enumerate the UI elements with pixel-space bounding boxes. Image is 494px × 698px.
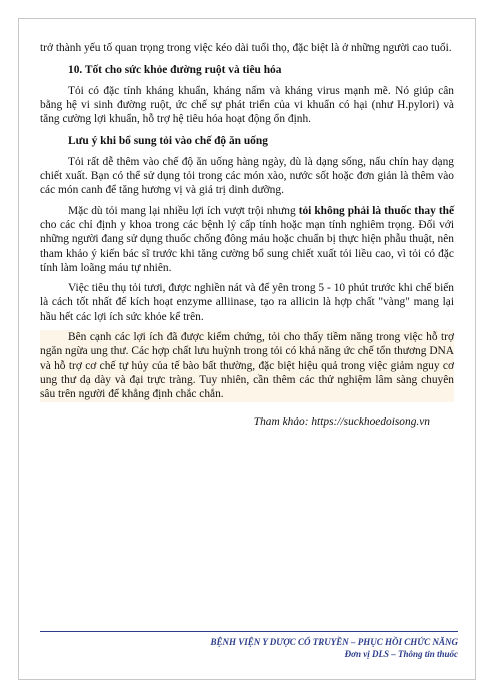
article-body [40, 41, 454, 408]
paragraph-warning [40, 204, 454, 275]
paragraph-intro: trở thành yếu tố quan trọng trong việc kéo dài tuổi thọ, đặc biệt là ở những người cao tuổi. [40, 42, 452, 54]
warning-text-end: cho các chỉ định y khoa trong các bệnh lý cấp tính hoặc mạn tính nghiêm trọng. Đối với những người đang sử dụng thuốc chống đông máu hoặc chuẩn bị thực hiện phẫu thuật, nên tham khảo ý kiến bác sĩ trước khi tăng cường bổ sung chiết xuất tỏi liều cao, vì tỏi có đặc tính làm loãng máu tự nhiên. [40, 218, 454, 274]
paragraph-diet: Tỏi rất dễ thêm vào chế độ ăn uống hàng ngày, dù là dạng sống, nấu chín hay dạng chiết xuất. Bạn có thể sử dụng tỏi trong các món xào, nước sốt hoặc đơn giản là thêm vào các món canh để tăng hương vị và giá trị dinh dưỡng. [40, 155, 454, 197]
warning-text-bold: tỏi không phải là thuốc thay thế [298, 204, 454, 217]
warning-text-start: Mặc dù tỏi mang lại nhiều lợi ích vượt trội nhưng [68, 204, 299, 217]
section-heading-notes: Lưu ý khi bổ sung tỏi vào chế độ ăn uống [68, 135, 268, 148]
footer-unit-name: Đơn vị DLS – Thông tin thuốc [344, 649, 458, 659]
paragraph-preparation: Việc tiêu thụ tỏi tươi, được nghiền nát và để yên trong 5 - 10 phút trước khi chế biến là cách tốt nhất để kích hoạt enzyme alliinase, tạo ra allicin là hợp chất "vàng" mang lại hầu hết các lợi ích sức khỏe kể trên. [40, 282, 454, 323]
paragraph-cancer: Bên cạnh các lợi ích đã được kiểm chứng, tỏi cho thấy tiềm năng trong việc hỗ trợ ngăn ngừa ung thư. Các hợp chất lưu huỳnh trong tỏi có khả năng ức chế tổn thương DNA và hỗ trợ cơ chế tự hủy của tế bào bất thường, đặc biệt hiệu quả trong việc giảm nguy cơ ung thư dạ dày và đại trực tràng. Tuy nhiên, cần thêm các thử nghiệm lâm sàng chuyên sâu trên người để khẳng định chắc chắn. [40, 331, 454, 401]
reference-note: Tham khảo: https://suckhoedoisong.vn [253, 416, 430, 428]
section-heading-gut-health: 10. Tốt cho sức khỏe đường ruột và tiêu hóa [68, 64, 282, 77]
footer-hospital-name: BỆNH VIỆN Y DƯỢC CỔ TRUYỀN – PHỤC HỒI CHỨC NĂNG [210, 637, 458, 647]
footer-divider [40, 631, 458, 632]
footer [211, 636, 458, 660]
paragraph-gut-health: Tỏi có đặc tính kháng khuẩn, kháng nấm và kháng virus mạnh mẽ. Nó giúp cân bằng hệ vi sinh đường ruột, ức chế sự phát triển của vi khuẩn có hại (như H.pylori) và tăng cường lợi khuẩn, hỗ trợ hệ tiêu hóa hoạt động ổn định. [40, 84, 454, 126]
